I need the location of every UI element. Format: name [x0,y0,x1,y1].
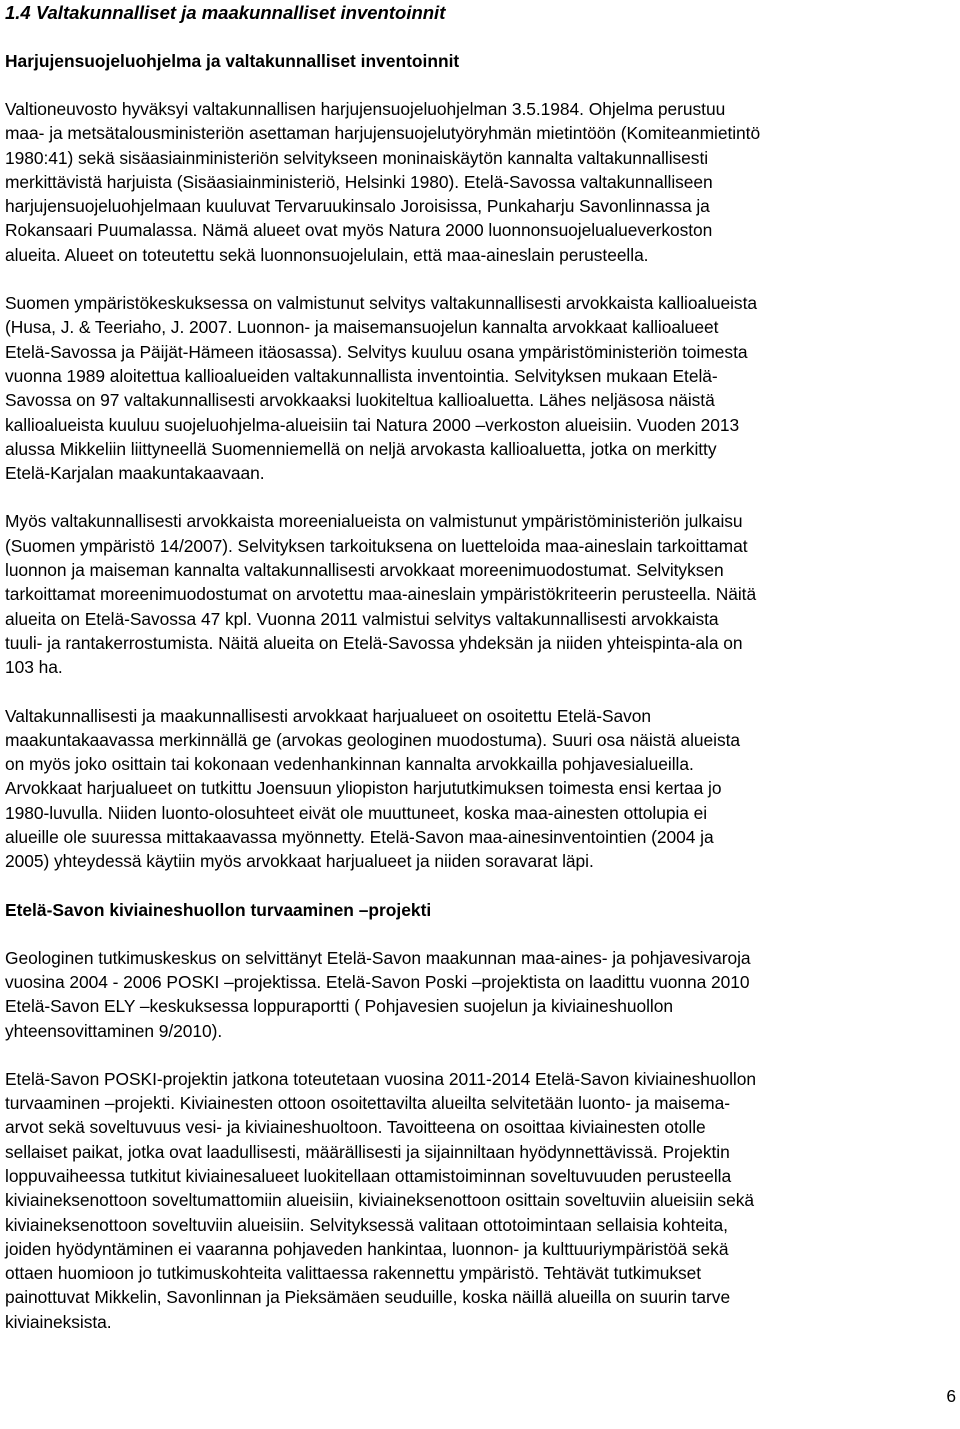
text-line: Geologinen tutkimuskeskus on selvittänyt Etelä-Savon maakunnan maa-aines- ja pohjavesivaroja [5,947,751,968]
paragraph-project-continuation [5,1067,953,1334]
text-line: kallioalueista kuuluu suojeluohjelma-alueisiin tai Natura 2000 –verkoston alueisiin. Vuoden 2013 [5,414,740,435]
page-number: 6 [946,1386,956,1406]
text-line: yhteensovittaminen 9/2010). [5,1020,223,1041]
text-line: tuuli- ja rantakerrostumista. Näitä alueita on Etelä-Savossa yhdeksän ja niiden yhteispinta-ala on [5,632,743,653]
document-page [5,0,953,1334]
text-line: Etelä-Savossa ja Päijät-Hämeen itäosassa). Selvitys kuuluu osana ympäristöministeriön toimesta [5,341,748,362]
text-line: vuosina 2004 - 2006 POSKI –projektissa. Etelä-Savon Poski –projektista on laadittu vuonna 2010 [5,971,750,992]
text-line: 103 ha. [5,657,63,678]
text-line: alueille ole suuressa mittakaavassa myönnetty. Etelä-Savon maa-ainesinventointien (2004 ja [5,827,714,848]
text-line: kiviaineksenottoon soveltumattomiin alueisiin, kiviaineksenottoon osittain soveltuviin alueisiin sekä [5,1190,754,1211]
text-line: turvaaminen –projekti. Kiviainesten ottoon osoitettavilta alueilta selvitetään luonto- ja maisema- [5,1093,730,1114]
text-line: harjujensuojeluohjelmaan kuuluvat Tervaruukinsalo Joroisissa, Punkaharju Savonlinnassa ja [5,196,710,217]
paragraph-bedrock-areas [5,291,953,485]
text-line: Valtakunnallisesti ja maakunnallisesti arvokkaat harjualueet on osoitettu Etelä-Savon [5,705,652,726]
text-line: 1980-luvulla. Niiden luonto-olosuhteet eivät ole muuttuneet, koska maa-ainesten ottolupia ei [5,802,708,823]
text-line: maakuntakaavassa merkinnällä ge (arvokas geologinen muodostuma). Suuri osa näistä alueista [5,729,741,750]
text-line: merkittävistä harjuista (Sisäasiainministeriö, Helsinki 1980). Etelä-Savossa valtakunnalliseen [5,171,713,192]
text-line: Valtioneuvosto hyväksyi valtakunnallisen harjujensuojeluohjelman 3.5.1984. Ohjelma perustuu [5,99,726,119]
subheading-aggregate-project: Etelä-Savon kiviaineshuollon turvaaminen –projekti [5,899,432,920]
text-line: on myös joko osittain tai kokonaan vedenhankinnan kannalta arvokkailla pohjavesialueilla. [5,754,694,775]
text-line: sellaiset paikat, jotka ovat laadullisesti, määrällisesti ja sijainniltaan hyödynnettävissä. Projektin [5,1141,730,1162]
text-line: vuonna 1989 aloitettua kallioalueiden valtakunnallista inventointia. Selvityksen mukaan Etelä- [5,365,718,386]
paragraph-poski-project [5,946,953,1043]
paragraph-harju-program [5,97,953,267]
text-line: (Husa, J. & Teeriaho, J. 2007. Luonnon- ja maisemansuojelun kannalta arvokkaat kallioalueet [5,317,719,338]
text-line: kiviaineksista. [5,1311,112,1332]
text-line: 2005) yhteydessä käytiin myös arvokkaat harjualueet ja niiden soravarat läpi. [5,851,594,872]
text-line: tarkoittamat moreenimuodostumat on arvotettu maa-aineslain ympäristökriteerin perusteella. Näitä [5,584,757,605]
text-line: Savossa on 97 valtakunnallisesti arvokkaaksi luokiteltua kallioaluetta. Lähes neljäsosa näistä [5,390,715,411]
subheading-harju-protection: Harjujensuojeluohjelma ja valtakunnalliset inventoinnit [5,51,460,71]
text-line: 1980:41) sekä sisäasiainministeriön selvitykseen moninaiskäytön kannalta valtakunnallisesti [5,147,709,168]
text-line: alueita. Alueet on toteutettu sekä luonnonsuojelulain, että maa-aineslain perusteella. [5,244,649,265]
text-line: (Suomen ympäristö 14/2007). Selvityksen tarkoituksena on luetteloida maa-aineslain tarkoittamat [5,535,748,556]
text-line: maa- ja metsätalousministeriön asettaman harjujensuojelutyöryhmän mietintöön (Komiteanmietintö [5,123,761,144]
text-line: joiden hyödyntäminen ei vaaranna pohjaveden hankintaa, luonnon- ja kulttuuriympäristöä sekä [5,1238,729,1259]
text-line: Suomen ympäristökeskuksessa on valmistunut selvitys valtakunnallisesti arvokkaista kallioalueista [5,293,757,314]
paragraph-moraine-areas [5,509,953,679]
text-line: alueita on Etelä-Savossa 47 kpl. Vuonna 2011 valmistui selvitys valtakunnallisesti arvokkaista [5,608,719,629]
text-line: Myös valtakunnallisesti arvokkaista moreenialueista on valmistunut ympäristöministeriön julkaisu [5,511,743,532]
text-line: Rokansaari Puumalassa. Nämä alueet ovat myös Natura 2000 luonnonsuojelualueverkoston [5,220,713,241]
text-line: kiviaineksenottoon soveltuviin alueisiin. Selvityksessä valitaan ottotoimintaan sellaisia kohteita, [5,1214,728,1235]
paragraph-harju-regional-plan [5,704,953,874]
section-heading: 1.4 Valtakunnalliset ja maakunnalliset inventoinnit [5,2,446,23]
text-line: loppuvaiheessa tutkitut kiviainesalueet luokitellaan ottamistoiminnan soveltuvuuden perusteella [5,1165,732,1186]
text-line: ottaen huomioon jo tutkimuskohteita valittaessa rakennettu ympäristö. Tehtävät tutkimukset [5,1263,702,1284]
text-line: Etelä-Savon POSKI-projektin jatkona toteutetaan vuosina 2011-2014 Etelä-Savon kiviaineshuollon [5,1068,756,1089]
text-line: painottuvat Mikkelin, Savonlinnan ja Pieksämäen seuduille, koska näillä alueilla on suurin tarve [5,1287,731,1308]
text-line: Etelä-Savon ELY –keskuksessa loppuraportti ( Pohjavesien suojelun ja kiviaineshuollon [5,996,673,1017]
text-line: alussa Mikkeliin liittyneellä Suomenniemellä on neljä arvokasta kallioaluetta, jotka on merkitty [5,438,717,459]
text-line: Etelä-Karjalan maakuntakaavaan. [5,463,265,484]
text-line: Arvokkaat harjualueet on tutkittu Joensuun yliopiston harjututkimuksen toimesta ensi kertaa jo [5,778,722,799]
text-line: luonnon ja maiseman kannalta valtakunnallisesti arvokkaat moreenimuodostumat. Selvityksen [5,560,724,581]
text-line: arvot sekä soveltuvuus vesi- ja kiviaineshuoltoon. Tavoitteena on osoittaa kiviainesten otolle [5,1117,706,1138]
